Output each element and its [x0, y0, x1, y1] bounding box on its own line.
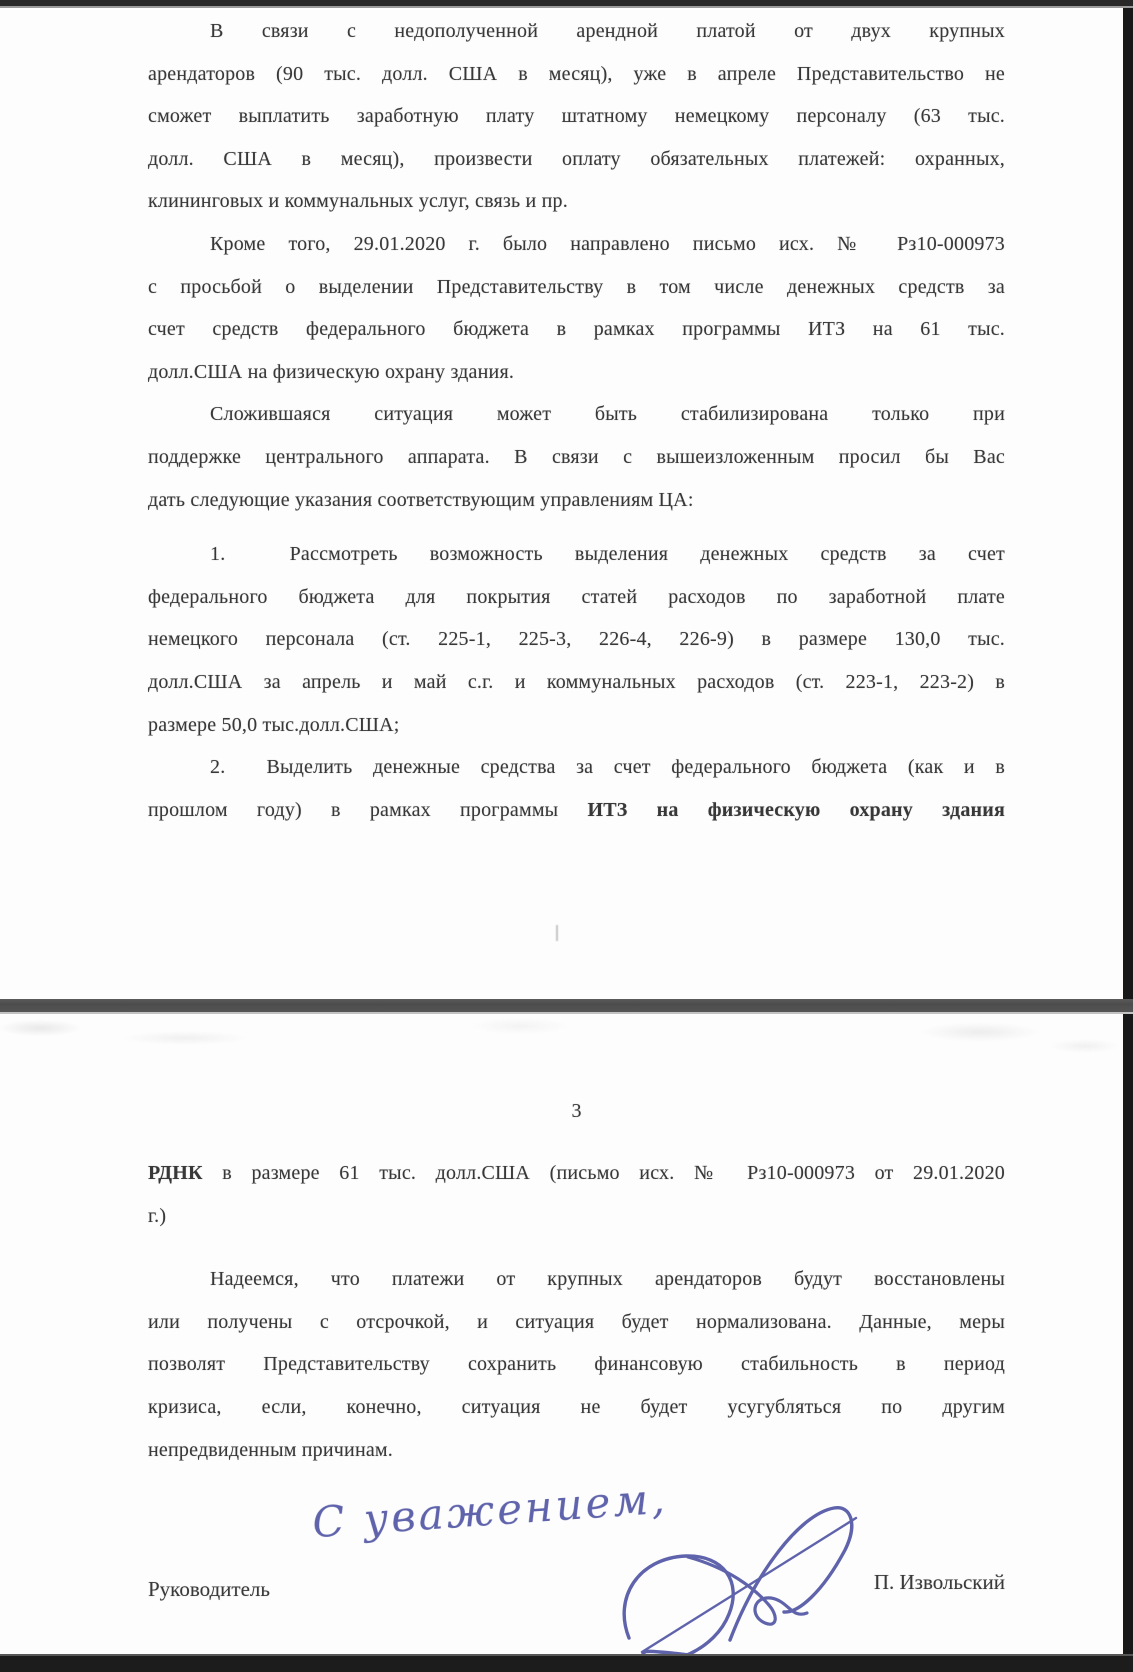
text-run: 1. Рассмотреть возможность выделения денежных средств за счет: [210, 543, 1005, 566]
text-line: [148, 704, 1005, 747]
text-line: [148, 223, 1005, 266]
text-run: клининговых и коммунальных услуг, связь и пр.: [148, 190, 568, 213]
text-line: [148, 1258, 1005, 1301]
text-run: федерального бюджета для покрытия статей расходов по заработной плате: [148, 585, 1005, 608]
text-line: [148, 138, 1005, 181]
text-run: прошлом году) в рамках программы: [148, 798, 588, 821]
text-line: [148, 1195, 1005, 1238]
text-run: позволят Представительству сохранить финансовую стабильность в период: [148, 1353, 1005, 1376]
page-3-text-block: [148, 1152, 1005, 1471]
text-run: арендаторов (90 тыс. долл. США в месяц), уже в апреле Представительство не: [148, 62, 1005, 85]
text-line: [148, 1301, 1005, 1344]
scan-edge-texture: [0, 1016, 1123, 1062]
text-run: размере 50,0 тыс.долл.США;: [148, 713, 400, 736]
text-line: [148, 266, 1005, 309]
text-run: с просьбой о выделении Представительству в том числе денежных средств за: [148, 275, 1005, 298]
text-run: поддержке центрального аппарата. В связи с вышеизложенным просил бы Вас: [148, 445, 1005, 468]
text-run: долл.США за апрель и май с.г. и коммунальных расходов (ст. 223-1, 223-2) в: [148, 670, 1005, 693]
text-line: [148, 95, 1005, 138]
text-line: [148, 10, 1005, 53]
text-line: [148, 436, 1005, 479]
text-run: сможет выплатить заработную плату штатному немецкому персоналу (63 тыс.: [148, 105, 1005, 128]
text-line: [148, 53, 1005, 96]
text-run: в размере 61 тыс. долл.США (письмо исх. № Рз10-000973 от 29.01.2020: [202, 1162, 1005, 1184]
text-line: [148, 180, 1005, 223]
text-line: [148, 1386, 1005, 1429]
text-line: [148, 789, 1005, 832]
text-line: [148, 1429, 1005, 1472]
bold-text-run: ИТЗ на физическую охрану здания: [587, 798, 1005, 821]
text-line: [148, 533, 1005, 576]
text-line: [148, 618, 1005, 661]
text-run: кризиса, если, конечно, ситуация не будет усугубляться по другим: [148, 1395, 1005, 1418]
scan-edge-right: [1123, 8, 1133, 1672]
page-number: 3: [571, 1100, 582, 1122]
text-line: [148, 351, 1005, 394]
text-run: В связи с недополученной арендной платой от двух крупных: [210, 20, 1005, 42]
text-run: непредвиденным причинам.: [148, 1438, 393, 1461]
text-run: Кроме того, 29.01.2020 г. было направлено письмо исх. № Рз10-000973: [210, 232, 1005, 255]
text-run: г.): [148, 1204, 167, 1227]
text-line: [148, 308, 1005, 351]
text-run: немецкого персонала (ст. 225-1, 225-3, 226-4, 226-9) в размере 130,0 тыс.: [148, 628, 1005, 651]
signer-role: Руководитель: [148, 1577, 270, 1601]
text-run: счет средств федерального бюджета в рамках программы ИТЗ на 61 тыс.: [148, 318, 1005, 341]
text-line: [148, 393, 1005, 436]
text-line: [148, 1152, 1005, 1195]
text-line: [148, 1343, 1005, 1386]
text-run: 2. Выделить денежные средства за счет федерального бюджета (как и в: [210, 756, 1005, 779]
scan-edge-bottom: [0, 1654, 1133, 1672]
text-run: Надеемся, что платежи от крупных арендаторов будут восстановлены: [210, 1268, 1005, 1291]
text-run: долл. США в месяц), произвести оплату обязательных платежей: охранных,: [148, 147, 1005, 170]
text-line: [148, 661, 1005, 704]
text-line: [148, 479, 1005, 522]
text-line: [148, 576, 1005, 619]
text-line: [148, 746, 1005, 789]
scan-artifact: [556, 925, 558, 941]
page-separator-band: [0, 999, 1133, 1014]
page-2-text-block: [148, 10, 1005, 831]
text-run: дать следующие указания соответствующим управлениям ЦА:: [148, 488, 694, 511]
bold-text-run: РДНК: [148, 1162, 203, 1184]
text-run: Сложившаяся ситуация может быть стабилизирована только при: [210, 403, 1005, 426]
signer-name: П. Извольский: [873, 1570, 1005, 1594]
text-run: или получены с отсрочкой, и ситуация будет нормализована. Данные, меры: [148, 1310, 1005, 1333]
scan-edge-top: [0, 0, 1133, 8]
handwritten-closing: С уважением,: [310, 1473, 669, 1548]
text-run: долл.США на физическую охрану здания.: [148, 360, 515, 383]
